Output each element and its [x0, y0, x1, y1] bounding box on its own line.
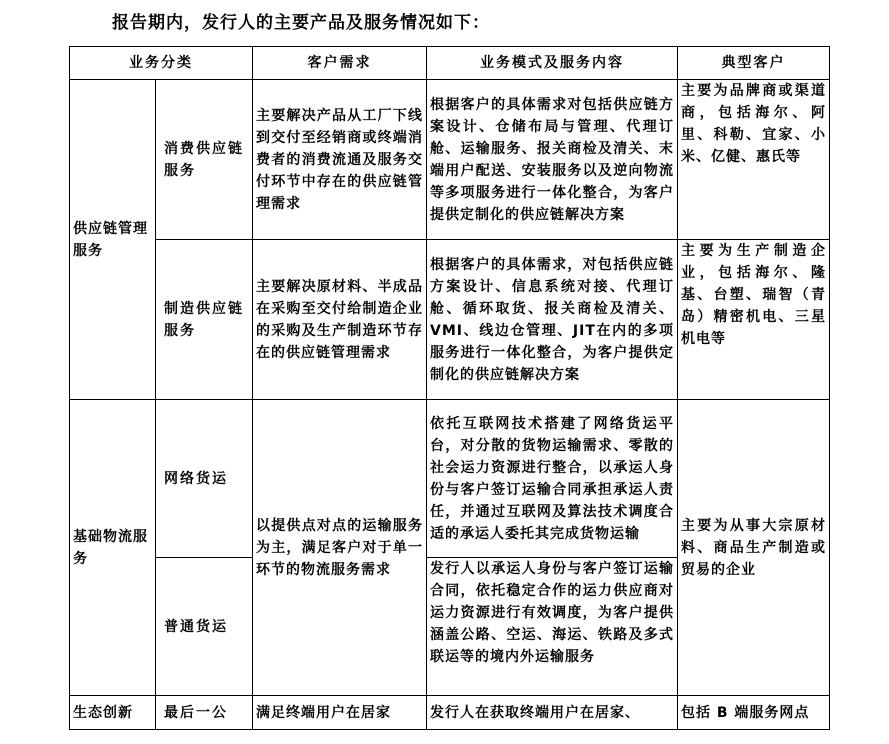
need-manufacturing-supply-chain: 主要解决原材料、半成品在采购至交付给制造企业的采购及生产制造环节存在的供应链管理需求 [253, 240, 427, 400]
services-table [69, 46, 830, 730]
clients-consumer-supply-chain: 主要为品牌商或渠道商，包括海尔、阿里、科勒、宜家、小米、亿健、惠氏等 [678, 80, 830, 240]
category-ecosystem: 生态创新 [70, 696, 156, 730]
table-row [70, 400, 830, 558]
header-typical-clients: 典型客户 [678, 47, 830, 80]
table-row [70, 696, 830, 730]
subcategory-ordinary-freight: 普通货运 [156, 558, 253, 696]
clients-basic-logistics: 主要为从事大宗原材料、商品生产制造或贸易的企业 [678, 400, 830, 696]
need-last-mile: 满足终端用户在居家 [253, 696, 427, 730]
subcategory-consumer-supply-chain: 消费供应链服务 [156, 80, 253, 240]
subcategory-network-freight: 网络货运 [156, 400, 253, 558]
header-business-category: 业务分类 [70, 47, 253, 80]
model-last-mile: 发行人在获取终端用户在居家、 [427, 696, 678, 730]
intro-text: 报告期内，发行人的主要产品及服务情况如下： [112, 13, 490, 33]
need-consumer-supply-chain: 主要解决产品从工厂下线到交付至经销商或终端消费者的消费流通及服务交付环节中存在的供应链管理需求 [253, 80, 427, 240]
subcategory-manufacturing-supply-chain: 制造供应链服务 [156, 240, 253, 400]
category-basic-logistics: 基础物流服务 [70, 400, 156, 696]
model-consumer-supply-chain: 根据客户的具体需求对包括供应链方案设计、仓储布局与管理、代理订舱、运输服务、报关商检及清关、末端用户配送、安装服务以及逆向物流等多项服务进行一体化整合，为客户提供定制化的供应链解决方案 [427, 80, 678, 240]
model-ordinary-freight: 发行人以承运人身份与客户签订运输合同，依托稳定合作的运力供应商对运力资源进行有效调度，为客户提供涵盖公路、空运、海运、铁路及多式联运等的境内外运输服务 [427, 558, 678, 696]
need-basic-logistics: 以提供点对点的运输服务为主，满足客户对于单一环节的物流服务需求 [253, 400, 427, 696]
subcategory-last-mile: 最后一公 [156, 696, 253, 730]
header-customer-needs: 客户需求 [253, 47, 427, 80]
model-network-freight: 依托互联网技术搭建了网络货运平台，对分散的货物运输需求、零散的社会运力资源进行整合，以承运人身份与客户签订运输合同承担承运人责任，并通过互联网及算法技术调度合适的承运人委托其完成货物运输 [427, 400, 678, 558]
clients-manufacturing-supply-chain: 主要为生产制造企业，包括海尔、隆基、台塑、瑞智（青岛）精密机电、三星机电等 [678, 240, 830, 400]
table-row [70, 240, 830, 400]
table-row [70, 80, 830, 240]
clients-last-mile: 包括 B 端服务网点 [678, 696, 830, 730]
model-manufacturing-supply-chain: 根据客户的具体需求，对包括供应链方案设计、信息系统对接、代理订舱、循环取货、报关商检及清关、VMI、线边仓管理、JIT在内的多项服务进行一体化整合，为客户提供定制化的供应链解决方案 [427, 240, 678, 400]
table-header-row [70, 47, 830, 80]
header-business-model: 业务模式及服务内容 [427, 47, 678, 80]
category-supply-chain: 供应链管理服务 [70, 80, 156, 400]
